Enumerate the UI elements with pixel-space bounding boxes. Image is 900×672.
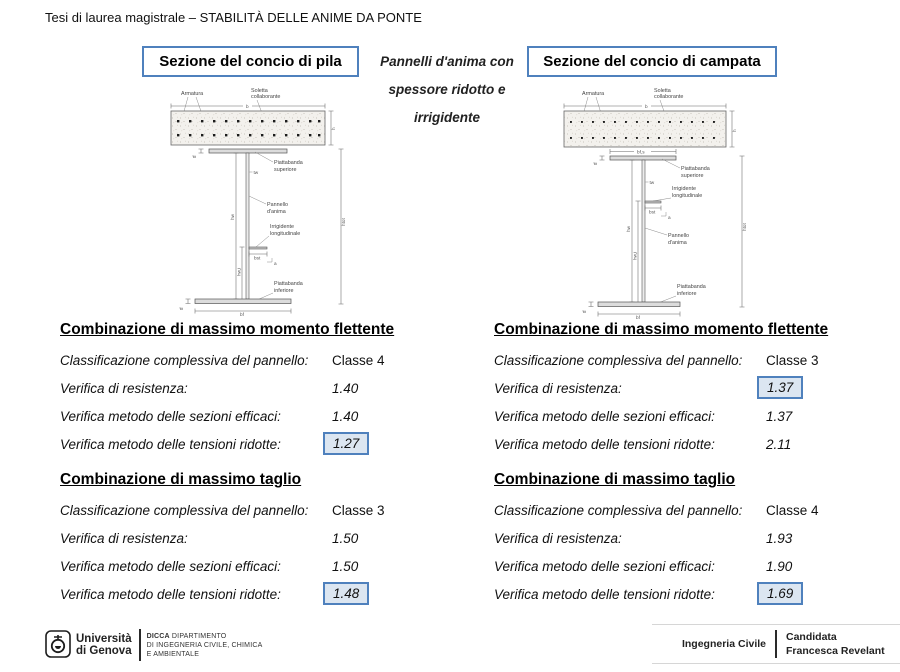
verification-row xyxy=(60,559,475,587)
piattabanda-inferiore-label: Piattabanda xyxy=(677,284,706,290)
dim-h: h xyxy=(331,127,336,130)
section-title: Combinazione di massimo momento flettente xyxy=(494,321,829,338)
longitudinal-stiffener xyxy=(249,247,267,249)
armatura-label: Armatura xyxy=(181,91,204,97)
top-flange xyxy=(610,156,676,160)
dim-tw: tw xyxy=(649,180,655,185)
page-title: Tesi di laurea magistrale – STABILITÀ DELLE ANIME DA PONTE xyxy=(45,10,422,25)
concrete-slab xyxy=(564,111,726,147)
dim-tf-bottom: tf xyxy=(179,307,184,310)
verification-value: 1.37 xyxy=(766,409,793,424)
verification-row xyxy=(60,381,475,409)
footer-divider xyxy=(139,629,141,661)
university-name: Università di Genova xyxy=(76,632,132,657)
verification-label: Verifica metodo delle tensioni ridotte: xyxy=(60,587,281,602)
concrete-slab xyxy=(171,111,325,145)
verification-row xyxy=(494,587,900,615)
verification-label: Verifica di resistenza: xyxy=(494,381,622,396)
verification-value: 1.93 xyxy=(766,531,793,546)
dim-a: a xyxy=(274,261,277,266)
dim-tf-top: tf xyxy=(192,155,197,158)
piattabanda-superiore-label: superiore xyxy=(681,173,704,179)
dim-tw: tw xyxy=(253,170,259,175)
section-massimo-taglio xyxy=(494,471,900,615)
verification-row xyxy=(494,437,900,465)
verification-value: 1.90 xyxy=(766,559,793,574)
pannello-anima-label: Pannello xyxy=(267,202,288,208)
unige-logo-icon xyxy=(45,630,71,660)
department-name: DICCA DIPARTIMENTO DI INGEGNERIA CIVILE, CHIMICA E AMBIENTALE xyxy=(146,632,263,658)
dim-htot: htot xyxy=(742,223,747,231)
center-note-line: spessore ridotto e xyxy=(388,82,506,97)
dim-hw: hw xyxy=(230,214,235,220)
verification-row xyxy=(60,587,475,615)
course-name: Ingegneria Civile xyxy=(681,638,766,650)
verification-label: Verifica metodo delle tensioni ridotte: xyxy=(494,437,715,452)
dim-bf: bf xyxy=(240,312,244,317)
verification-label: Classificazione complessiva del pannello: xyxy=(494,353,743,368)
section-title: Combinazione di massimo momento flettente xyxy=(60,321,395,338)
verification-label: Verifica metodo delle sezioni efficaci: xyxy=(494,409,715,424)
pannello-anima-label: d'anima xyxy=(668,240,687,246)
verification-column-campata xyxy=(494,321,900,615)
candidate-name: Francesca Revelant xyxy=(786,645,885,657)
verification-label: Classificazione complessiva del pannello: xyxy=(494,503,743,518)
center-note-line: Pannelli d'anima con xyxy=(380,54,514,69)
verification-row xyxy=(494,503,900,531)
center-note xyxy=(372,48,522,132)
footer-divider xyxy=(775,630,777,658)
verification-row xyxy=(494,353,900,381)
dim-a: a xyxy=(668,215,671,220)
pila-section-diagram xyxy=(155,84,363,332)
bottom-flange xyxy=(598,302,680,307)
university-footer xyxy=(45,629,263,661)
dim-hw: hw xyxy=(626,226,631,232)
section-momento-flettente xyxy=(60,321,475,465)
section-header-pila: Sezione del concio di pila xyxy=(142,46,359,77)
longitudinal-stiffener xyxy=(645,201,661,203)
verification-label: Verifica metodo delle tensioni ridotte: xyxy=(60,437,281,452)
verification-value: Classe 3 xyxy=(332,503,385,518)
dim-bfs: bf,s xyxy=(637,149,645,155)
soletta-label: Soletta xyxy=(251,88,268,94)
pannello-anima-label: d'anima xyxy=(267,209,286,215)
candidate-footer xyxy=(652,624,900,664)
piattabanda-inferiore-label: inferiore xyxy=(677,291,697,297)
verification-label: Verifica di resistenza: xyxy=(60,381,188,396)
verification-row xyxy=(494,381,900,409)
verification-value: 1.40 xyxy=(332,381,359,396)
piattabanda-superiore-label: superiore xyxy=(274,167,297,173)
verification-value: 1.50 xyxy=(332,559,359,574)
dim-bf: bf xyxy=(636,315,640,320)
section-momento-flettente xyxy=(494,321,900,465)
section-title: Combinazione di massimo taglio xyxy=(60,471,302,488)
center-note-line: irrigidente xyxy=(413,110,480,125)
campata-section-diagram xyxy=(550,84,768,332)
piattabanda-superiore-label: Piattabanda xyxy=(681,166,710,172)
dim-tf-top: tf xyxy=(593,162,598,165)
verification-value-highlighted: 1.69 xyxy=(757,582,803,605)
verification-column-pila xyxy=(60,321,475,615)
dim-bst: bst xyxy=(254,255,261,261)
verification-row xyxy=(60,409,475,437)
verification-row xyxy=(60,503,475,531)
dim-b: b xyxy=(246,104,249,109)
verification-value: Classe 4 xyxy=(766,503,819,518)
verification-row xyxy=(494,409,900,437)
verification-row xyxy=(494,531,900,559)
candidate-block xyxy=(786,630,885,658)
irrigidente-label: Irrigidente xyxy=(270,224,294,230)
pannello-anima-label: Pannello xyxy=(668,233,689,239)
dim-tf-bottom: tf xyxy=(582,310,587,313)
irrigidente-label: longitudinale xyxy=(270,231,301,237)
verification-label: Verifica di resistenza: xyxy=(494,531,622,546)
piattabanda-inferiore-label: Piattabanda xyxy=(274,281,303,287)
dim-hwi: hw,i xyxy=(236,267,242,276)
bottom-flange xyxy=(195,299,291,304)
verification-value-highlighted: 1.27 xyxy=(323,432,369,455)
verification-label: Verifica metodo delle tensioni ridotte: xyxy=(494,587,715,602)
verification-label: Verifica di resistenza: xyxy=(60,531,188,546)
verification-value: 2.11 xyxy=(766,437,792,452)
verification-label: Classificazione complessiva del pannello: xyxy=(60,353,309,368)
candidate-label: Candidata xyxy=(786,631,837,643)
verification-value-highlighted: 1.48 xyxy=(323,582,369,605)
verification-value-highlighted: 1.37 xyxy=(757,376,803,399)
verification-label: Verifica metodo delle sezioni efficaci: xyxy=(494,559,715,574)
piattabanda-superiore-label: Piattabanda xyxy=(274,160,303,166)
verification-row xyxy=(60,437,475,465)
web-panel xyxy=(246,153,249,299)
verification-row xyxy=(60,353,475,381)
verification-label: Verifica metodo delle sezioni efficaci: xyxy=(60,409,281,424)
section-header-campata: Sezione del concio di campata xyxy=(527,46,777,77)
armatura-label: Armatura xyxy=(582,91,605,97)
piattabanda-inferiore-label: inferiore xyxy=(274,288,294,294)
verification-value: Classe 4 xyxy=(332,353,385,368)
soletta-label: collaborante xyxy=(251,94,281,100)
verification-row xyxy=(60,531,475,559)
dim-b: b xyxy=(645,104,648,109)
verification-value: 1.50 xyxy=(332,531,359,546)
verification-value: 1.40 xyxy=(332,409,359,424)
dim-h: h xyxy=(732,129,737,132)
dim-bst: bst xyxy=(649,209,656,215)
top-flange xyxy=(209,149,287,153)
irrigidente-label: Irrigidente xyxy=(672,186,696,192)
irrigidente-label: longitudinale xyxy=(672,193,703,199)
verification-row xyxy=(494,559,900,587)
soletta-label: collaborante xyxy=(654,94,684,100)
web-panel xyxy=(642,160,645,302)
section-title: Combinazione di massimo taglio xyxy=(494,471,736,488)
section-massimo-taglio xyxy=(60,471,475,615)
soletta-label: Soletta xyxy=(654,88,671,94)
verification-label: Classificazione complessiva del pannello: xyxy=(60,503,309,518)
dim-htot: htot xyxy=(341,218,346,226)
verification-value: Classe 3 xyxy=(766,353,819,368)
dim-hwi: hw,i xyxy=(632,251,638,260)
verification-label: Verifica metodo delle sezioni efficaci: xyxy=(60,559,281,574)
